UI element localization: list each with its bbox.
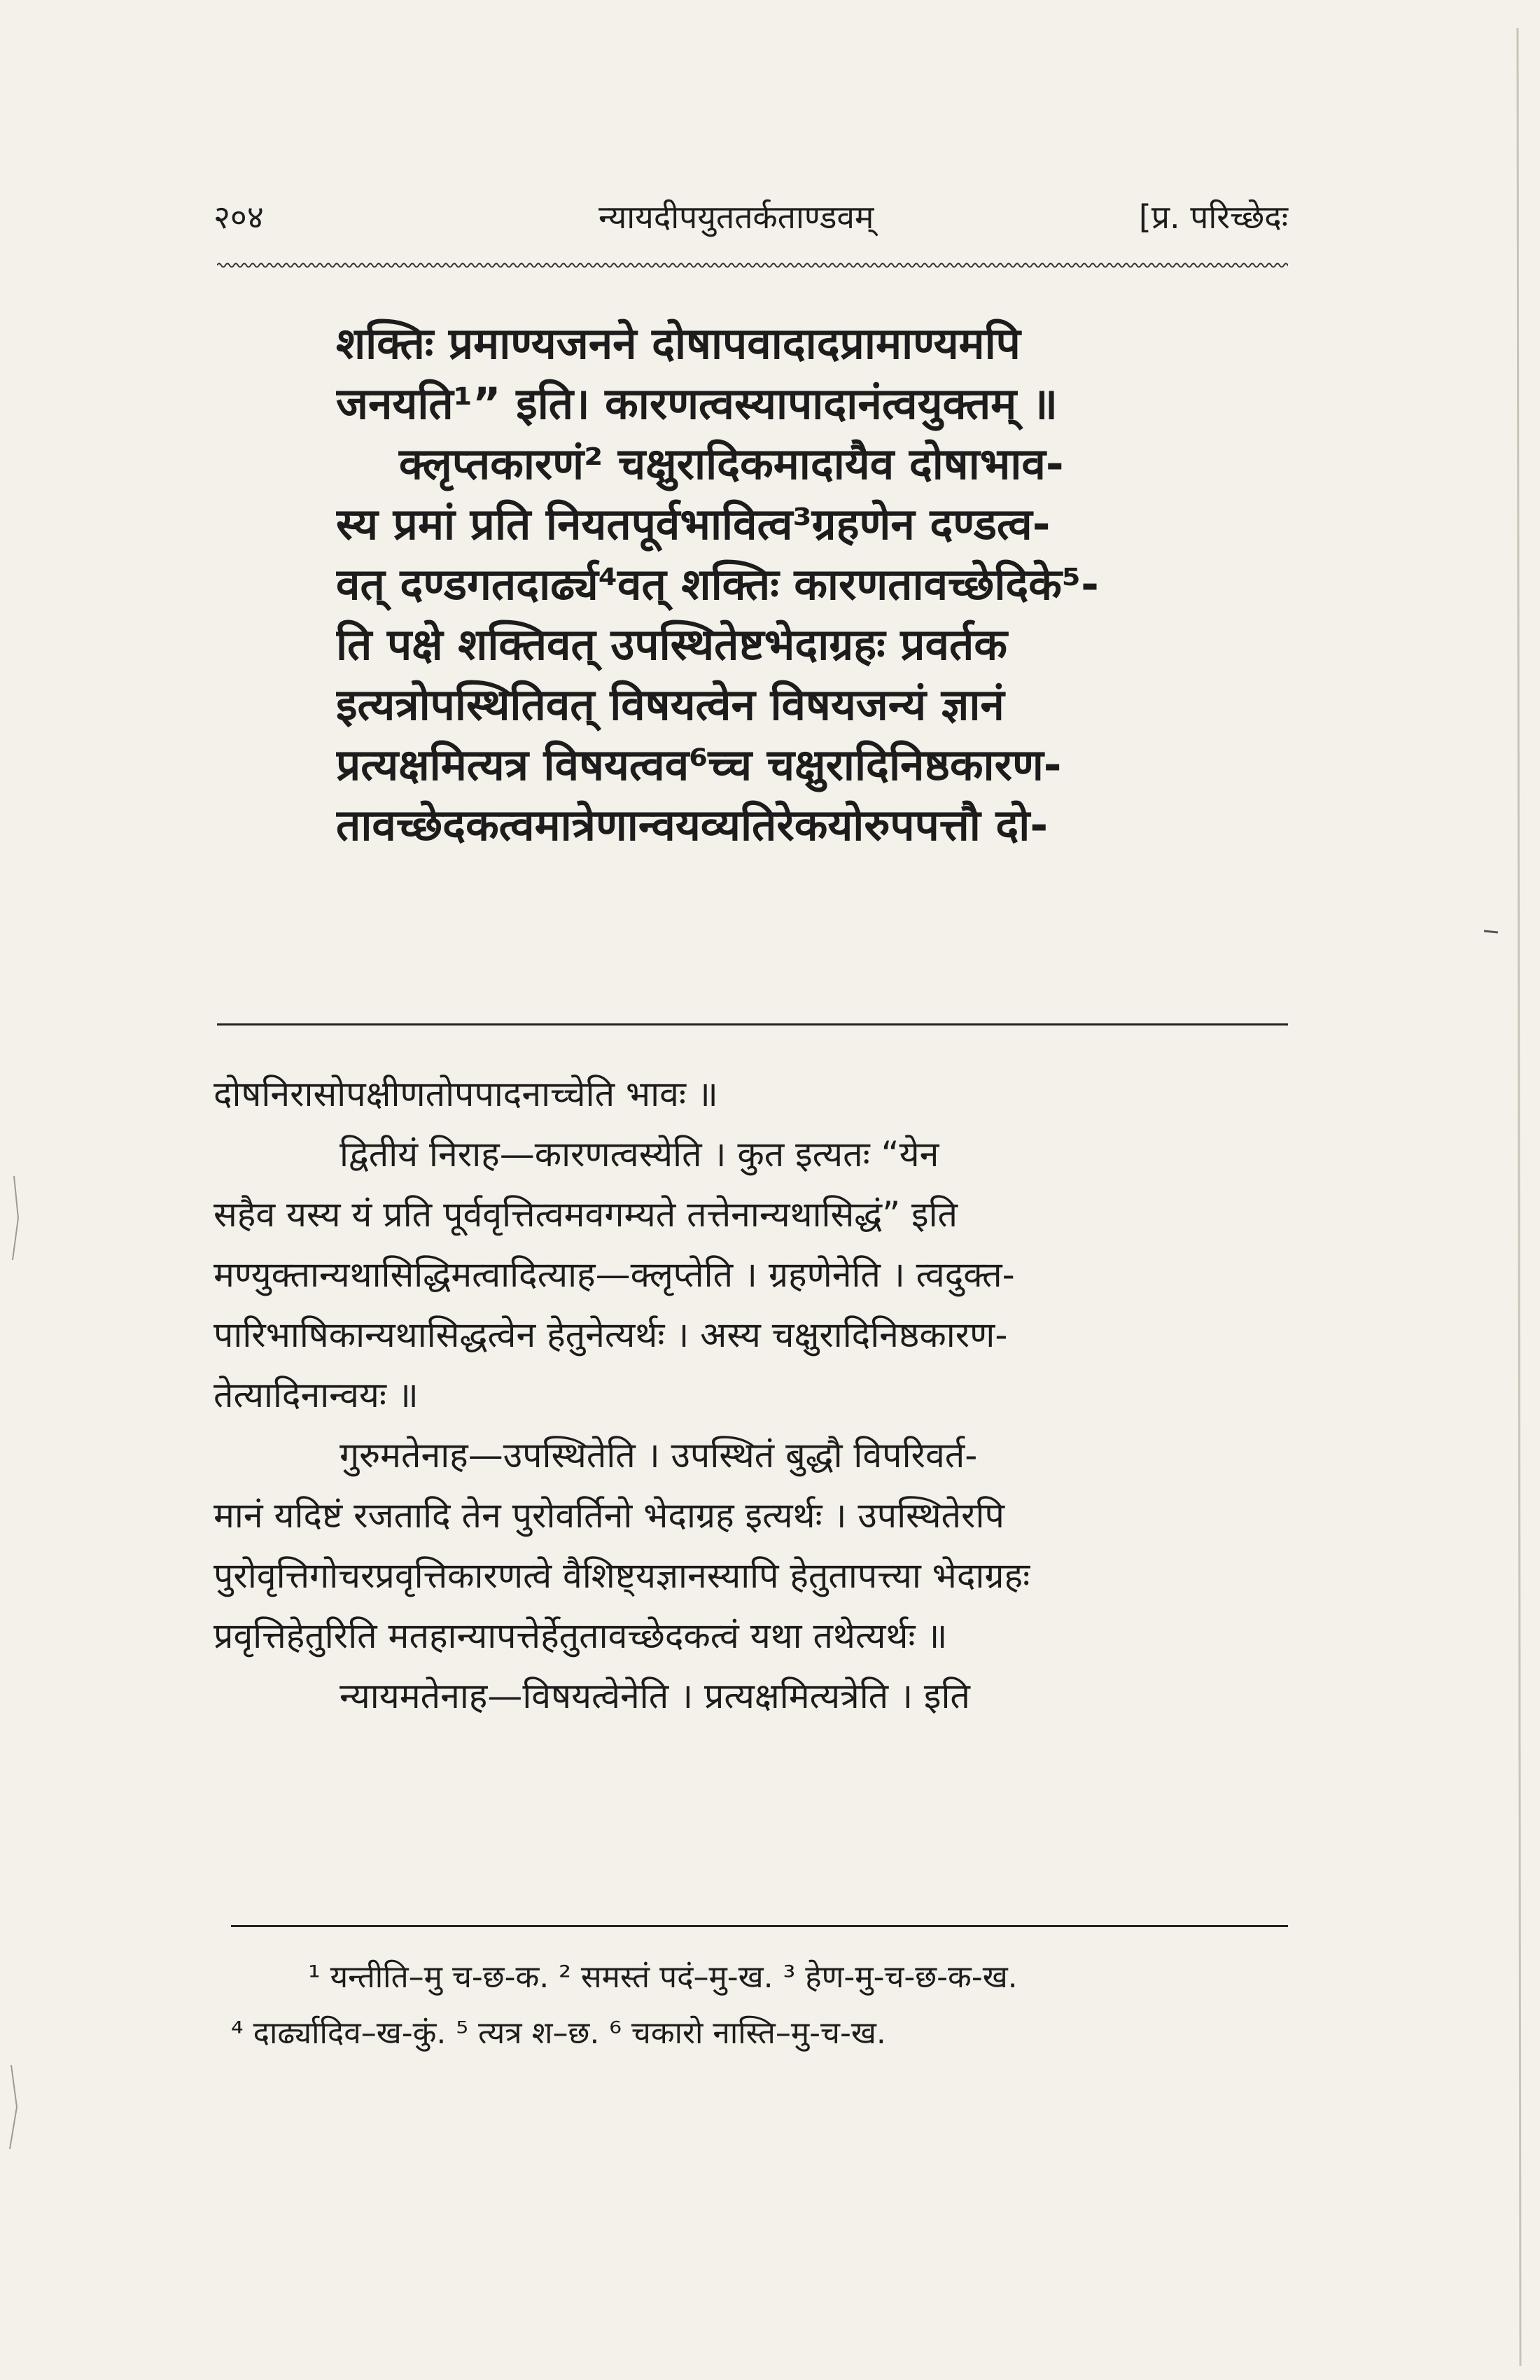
commentary-line: तेत्यादिनान्वयः ॥ — [214, 1375, 419, 1415]
commentary-line: प्रवृत्तिहेतुरिति मतहान्यापत्तेर्हेतुतावच्छेदकत्वं यथा तथेत्यर्थः ॥ — [214, 1616, 948, 1656]
mula-line: तावच्छेदकत्वमात्रेणान्वयव्यतिरेकयोरुपपत्तौ दो- — [336, 799, 1049, 850]
mula-line: शक्तिः प्रमाण्यजनने दोषापवादादप्रामाण्यमपि — [336, 318, 1021, 369]
mula-line: ति पक्षे शक्तिवत् उपस्थितेष्टभेदाग्रहः प्रवर्तक — [336, 619, 1007, 670]
chapter-label: [प्र. परिच्छेदः — [1138, 198, 1288, 236]
mula-line: इत्यत्रोपस्थितिवत् विषयत्वेन विषयजन्यं ज्ञानं — [336, 679, 1004, 730]
commentary-line: पारिभाषिकान्यथासिद्धत्वेन हेतुनेत्यर्थः । अस्य चक्षुरादिनिष्ठकारण- — [214, 1315, 1008, 1355]
mula-line: वत् दण्डगतदार्ढ्य⁴वत् शक्तिः कारणतावच्छेदिके⁵- — [336, 559, 1099, 610]
footnote-divider — [231, 1925, 1288, 1927]
commentary-line: द्वितीयं निराह—कारणत्वस्येति । कुत इत्यतः “येन — [340, 1134, 939, 1175]
mula-line: स्य प्रमां प्रति नियतपूर्वभावित्व³ग्रहणेन दण्डत्व- — [336, 498, 1051, 550]
mula-text-block — [336, 314, 1204, 855]
page-number: २०४ — [214, 198, 264, 236]
header-wavy-rule — [217, 260, 1288, 270]
commentary-line: मण्युक्तान्यथासिद्धिमत्वादित्याह—क्लृप्तेति । ग्रहणेनेति । त्वदुक्त- — [214, 1254, 1015, 1295]
footnote-line: ¹ यन्तीति–मु च-छ-क. ² समस्तं पदं–मु-ख. ³ हेण-मु-च-छ-क-ख. — [308, 1959, 1018, 1995]
commentary-text-block — [214, 1064, 1288, 1726]
footnote-line: ⁴ दार्ढ्यादिव–ख-कुं. ⁵ त्यत्र श–छ. ⁶ चकारो नास्ति–मु-च-ख. — [231, 2015, 886, 2051]
commentary-line: न्यायमतेनाह—विषयत्वेनेति । प्रत्यक्षमित्यत्रेति । इति — [340, 1676, 970, 1716]
mula-line: क्लृप्तकारणं² चक्षुरादिकमादायैव दोषाभाव- — [399, 438, 1064, 489]
running-title: न्यायदीपयुततर्कताण्डवम् — [598, 198, 874, 236]
commentary-line: सहैव यस्य यं प्रति पूर्ववृत्तित्वमवगम्यते तत्तेनान्यथासिद्धं” इति — [214, 1194, 958, 1235]
commentary-line: गुरुमतेनाह—उपस्थितेति । उपस्थितं बुद्धौ विपरिवर्त- — [340, 1435, 978, 1476]
footnotes-block — [231, 1949, 1295, 2062]
text-commentary-divider — [217, 1023, 1288, 1026]
mula-line: जनयति¹” इति। कारणत्वस्यापादानंत्वयुक्तम् ॥ — [336, 378, 1058, 429]
commentary-line: पुरोवृत्तिगोचरप्रवृत्तिकारणत्वे वैशिष्ट्यज्ञानस्यापि हेतुतापत्त्या भेदाग्रहः — [214, 1555, 1030, 1596]
page-header — [214, 195, 1288, 258]
commentary-line: दोषनिरासोपक्षीणतोपपादनाच्चेति भावः ॥ — [214, 1074, 718, 1114]
commentary-line: मानं यदिष्टं रजतादि तेन पुरोवर्तिनो भेदाग्रह इत्यर्थः । उपस्थितेरपि — [214, 1495, 1004, 1536]
mula-line: प्रत्यक्षमित्यत्र विषयत्वव⁶च्च चक्षुरादिनिष्ठकारण- — [336, 739, 1062, 790]
